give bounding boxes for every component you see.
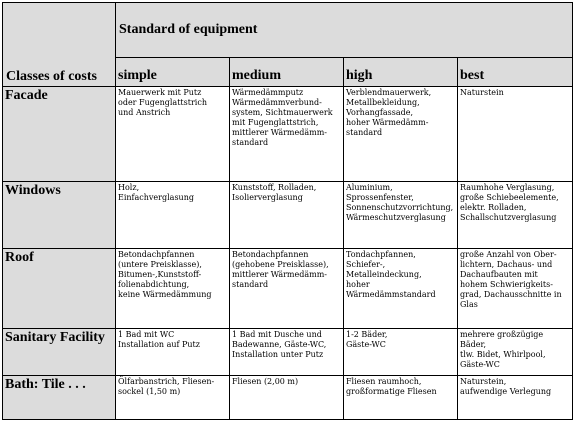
cell-roof-best: große Anzahl von Ober- lichtern, Dachaus- und Dachaufbauten mit hohem Schwierigkeits- grad, Dachausschnitte in Glas: [458, 249, 573, 329]
table-row-roof: [3, 249, 573, 329]
level-header-medium: medium: [230, 58, 344, 87]
cell-sanitary-simple: 1 Bad mit WC Installation auf Putz: [116, 329, 230, 376]
row-header-bath-tile: Bath: Tile . . .: [3, 376, 116, 420]
table-row-windows: [3, 182, 573, 249]
cell-facade-medium: Wärmedämmputz Wärmedämmverbund- system, Sichtmauerwerk mit Fugenglattstrich, mittlerer Wärmedämm- standard: [230, 87, 344, 182]
cost-classes-table: [2, 2, 573, 420]
header-row-group: [3, 3, 573, 58]
cell-sanitary-medium: 1 Bad mit Dusche und Badewanne, Gäste-WC, Installation unter Putz: [230, 329, 344, 376]
table-row-facade: [3, 87, 573, 182]
cell-bath-best: Naturstein, aufwendige Verlegung: [458, 376, 573, 420]
cell-facade-best: Naturstein: [458, 87, 573, 182]
cell-sanitary-best: mehrere großzügige Bäder, tlw. Bidet, Whirlpool, Gäste-WC: [458, 329, 573, 376]
cell-windows-best: Raumhohe Verglasung, große Schiebeelemente, elektr. Rolladen, Schallschutzverglasung: [458, 182, 573, 249]
row-header-sanitary-facility: Sanitary Facility: [3, 329, 116, 376]
cell-roof-high: Tondachpfannen, Schiefer-, Metalleindeckung, hoher Wärmedämmstandard: [344, 249, 458, 329]
level-header-simple: simple: [116, 58, 230, 87]
level-header-best: best: [458, 58, 573, 87]
level-header-high: high: [344, 58, 458, 87]
cell-sanitary-high: 1-2 Bäder, Gäste-WC: [344, 329, 458, 376]
cell-windows-high: Aluminium, Sprossenfenster, Sonnenschutzvorrichtung, Wärmeschutzverglasung: [344, 182, 458, 249]
standard-of-equipment-header: Standard of equipment: [116, 3, 573, 58]
cell-windows-simple: Holz, Einfachverglasung: [116, 182, 230, 249]
row-header-windows: Windows: [3, 182, 116, 249]
classes-of-costs-header: Classes of costs: [3, 3, 116, 87]
cell-windows-medium: Kunststoff, Rolladen, Isolierverglasung: [230, 182, 344, 249]
cell-roof-medium: Betondachpfannen (gehobene Preisklasse), mittlerer Wärmedämm- standard: [230, 249, 344, 329]
row-header-facade: Facade: [3, 87, 116, 182]
cell-facade-high: Verblendmauerwerk, Metallbekleidung, Vorhangfassade, hoher Wärmedämm- standard: [344, 87, 458, 182]
table-row-sanitary: [3, 329, 573, 376]
cell-bath-simple: Ölfarbanstrich, Fliesen- sockel (1,50 m): [116, 376, 230, 420]
cell-roof-simple: Betondachpfannen (untere Preisklasse), Bitumen-,Kunststoff- folienabdichtung, keine Wärmedämmung: [116, 249, 230, 329]
cell-bath-high: Fliesen raumhoch, großformatige Fliesen: [344, 376, 458, 420]
row-header-roof: Roof: [3, 249, 116, 329]
cell-facade-simple: Mauerwerk mit Putz oder Fugenglattstrich und Anstrich: [116, 87, 230, 182]
cell-bath-medium: Fliesen (2,00 m): [230, 376, 344, 420]
table-row-bath-tile: [3, 376, 573, 420]
